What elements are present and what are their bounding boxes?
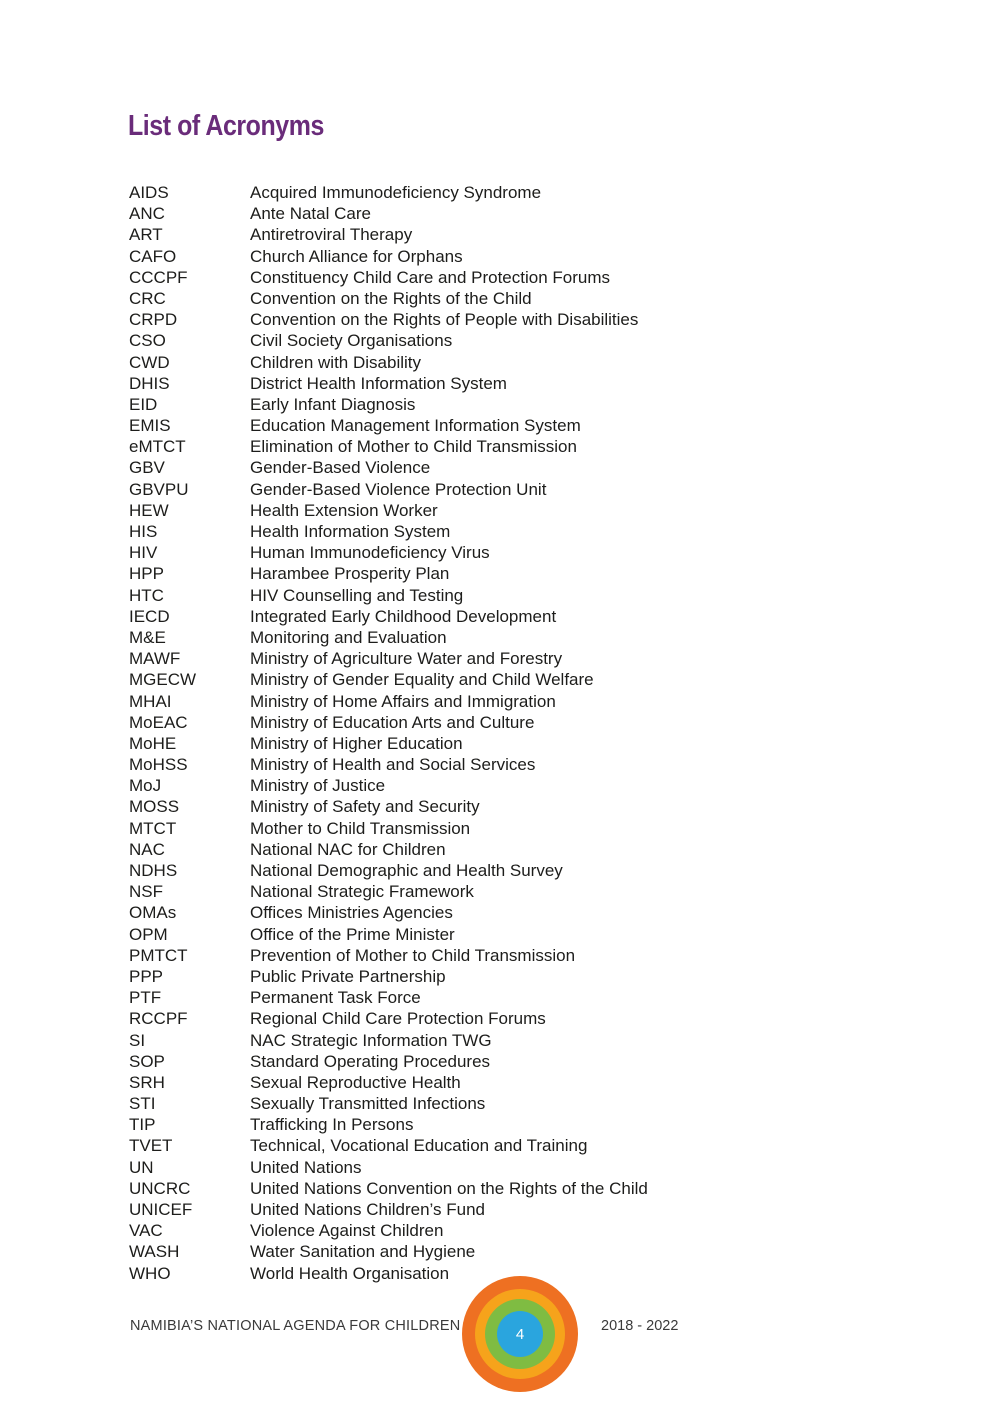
acronym-row (129, 1220, 749, 1241)
footer-publication-title: NAMIBIA’S NATIONAL AGENDA FOR CHILDREN (130, 1318, 461, 1334)
acronym-abbreviation: AIDS (129, 183, 169, 202)
acronym-definition: Sexually Transmitted Infections (250, 1094, 486, 1114)
acronym-row (129, 902, 749, 923)
acronym-row (129, 966, 749, 987)
acronym-abbreviation: NAC (129, 839, 165, 859)
acronym-row (129, 563, 749, 584)
acronym-row (129, 987, 749, 1008)
acronym-row (129, 352, 749, 373)
acronym-row (129, 733, 749, 754)
acronym-row (129, 246, 749, 267)
acronym-abbreviation: NDHS (129, 861, 178, 880)
acronym-definition: Human Immunodeficiency Virus (250, 543, 490, 563)
acronym-row (129, 457, 749, 478)
acronym-definition: Monitoring and Evaluation (250, 627, 447, 647)
acronym-row (129, 924, 749, 945)
acronym-abbreviation: EMIS (129, 416, 171, 436)
acronym-abbreviation: ART (129, 225, 163, 245)
acronym-definition: Ministry of Agriculture Water and Forestry (250, 649, 563, 669)
acronym-definition: Ministry of Gender Equality and Child Welfare (250, 670, 594, 690)
acronym-definition: Integrated Early Childhood Development (250, 606, 557, 626)
acronym-definition: United Nations (250, 1157, 362, 1177)
acronym-abbreviation: CRPD (129, 310, 178, 330)
acronym-definition: Sexual Reproductive Health (250, 1072, 461, 1092)
acronym-definition: Education Management Information System (250, 416, 581, 436)
acronym-abbreviation: PPP (129, 966, 164, 986)
acronym-row (129, 521, 749, 542)
acronym-abbreviation: CWD (129, 352, 170, 372)
acronym-row (129, 1157, 749, 1178)
acronym-abbreviation: MHAI (129, 691, 172, 711)
acronym-abbreviation: HTC (129, 585, 164, 605)
acronym-definition: Gender-Based Violence (250, 458, 431, 478)
acronym-row (129, 796, 749, 817)
acronym-row (129, 373, 749, 394)
acronym-definition: Elimination of Mother to Child Transmission (250, 437, 577, 457)
acronym-definition: Regional Child Care Protection Forums (250, 1009, 546, 1029)
acronym-definition: District Health Information System (250, 373, 507, 393)
acronym-definition: World Health Organisation (250, 1263, 450, 1283)
acronym-definition: Gender-Based Violence Protection Unit (250, 479, 547, 499)
acronym-definition: HIV Counselling and Testing (250, 585, 464, 605)
page-title: List of Acronyms (128, 110, 324, 142)
acronym-abbreviation: SRH (129, 1072, 165, 1092)
acronym-abbreviation: TVET (129, 1136, 173, 1156)
acronym-definition: Antiretroviral Therapy (250, 225, 413, 245)
acronym-definition: Public Private Partnership (250, 966, 446, 986)
acronym-row (129, 1030, 749, 1051)
acronym-row (129, 500, 749, 521)
acronym-row (129, 267, 749, 288)
acronym-abbreviation: PMTCT (129, 945, 188, 965)
acronym-abbreviation: MAWF (129, 649, 181, 669)
acronym-definition: Permanent Task Force (250, 988, 421, 1008)
acronym-abbreviation: CCCPF (129, 267, 188, 287)
acronym-abbreviation: ANC (129, 204, 165, 224)
acronym-definition: Civil Society Organisations (250, 331, 453, 351)
acronym-row (129, 881, 749, 902)
acronym-row (129, 860, 749, 881)
acronym-definition: Offices Ministries Agencies (250, 903, 453, 923)
acronym-definition: Mother to Child Transmission (250, 818, 471, 838)
acronym-abbreviation: CRC (129, 288, 166, 308)
acronym-abbreviation: MoHSS (129, 755, 188, 775)
acronym-definition: Convention on the Rights of the Child (250, 288, 532, 308)
acronym-row (129, 542, 749, 563)
acronym-abbreviation: EID (129, 394, 158, 414)
acronym-abbreviation: MoHE (129, 733, 177, 753)
acronym-definition: Convention on the Rights of People with Disabilities (250, 310, 639, 330)
acronym-definition: National NAC for Children (250, 839, 446, 859)
acronym-row (129, 1178, 749, 1199)
acronym-definition: United Nations Children’s Fund (250, 1200, 485, 1219)
acronym-abbreviation: HIS (129, 522, 158, 541)
acronym-abbreviation: GBV (129, 458, 165, 478)
acronym-definition: Prevention of Mother to Child Transmission (250, 945, 576, 965)
acronym-definition: Harambee Prosperity Plan (250, 564, 450, 584)
acronym-row (129, 669, 749, 690)
acronym-abbreviation: SI (129, 1030, 146, 1050)
acronym-abbreviation: NSF (129, 882, 163, 902)
acronym-definition: Health Extension Worker (250, 500, 438, 520)
acronym-definition: Ministry of Justice (250, 776, 386, 796)
acronym-row (129, 1093, 749, 1114)
acronym-row (129, 1241, 749, 1262)
acronym-abbreviation: IECD (129, 606, 170, 626)
acronym-definition: Church Alliance for Orphans (250, 246, 463, 266)
acronym-abbreviation: DHIS (129, 373, 170, 393)
acronym-abbreviation: CSO (129, 331, 166, 351)
acronym-abbreviation: MoJ (129, 776, 162, 796)
acronym-row (129, 818, 749, 839)
acronym-row (129, 945, 749, 966)
acronym-row (129, 839, 749, 860)
acronym-row (129, 712, 749, 733)
acronym-abbreviation: SOP (129, 1051, 165, 1071)
acronym-abbreviation: CAFO (129, 246, 177, 266)
acronym-row (129, 1135, 749, 1156)
acronym-row (129, 288, 749, 309)
acronym-definition: Constituency Child Care and Protection Forums (250, 267, 610, 287)
acronym-row (129, 224, 749, 245)
acronym-row (129, 182, 749, 203)
acronym-definition: Ministry of Higher Education (250, 733, 463, 753)
acronym-abbreviation: MTCT (129, 818, 177, 838)
acronym-abbreviation: RCCPF (129, 1009, 188, 1029)
acronym-row (129, 394, 749, 415)
acronym-definition: Ministry of Education Arts and Culture (250, 712, 535, 732)
acronym-row (129, 309, 749, 330)
acronym-definition: Trafficking In Persons (250, 1115, 414, 1135)
acronym-abbreviation: HIV (129, 543, 158, 563)
page-number-badge (462, 1276, 578, 1392)
acronym-definition: Ministry of Health and Social Services (250, 755, 536, 775)
acronym-abbreviation: STI (129, 1094, 156, 1114)
acronym-abbreviation: eMTCT (129, 437, 186, 457)
acronym-row (129, 1114, 749, 1135)
acronym-definition: National Demographic and Health Survey (250, 861, 563, 880)
acronym-row (129, 1051, 749, 1072)
acronym-row (129, 1199, 749, 1220)
acronym-row (129, 1008, 749, 1029)
acronym-row (129, 330, 749, 351)
footer-years: 2018 - 2022 (601, 1318, 679, 1334)
acronym-row (129, 585, 749, 606)
acronym-row (129, 415, 749, 436)
acronym-abbreviation: TIP (129, 1115, 156, 1135)
acronym-row (129, 479, 749, 500)
acronym-abbreviation: HPP (129, 564, 164, 584)
acronym-row (129, 203, 749, 224)
acronym-abbreviation: OPM (129, 924, 168, 944)
acronym-definition: Water Sanitation and Hygiene (250, 1242, 476, 1262)
acronym-definition: Early Infant Diagnosis (250, 394, 416, 414)
acronym-definition: Technical, Vocational Education and Training (250, 1136, 588, 1156)
acronym-definition: Violence Against Children (250, 1221, 444, 1241)
acronym-definition: National Strategic Framework (250, 882, 474, 902)
acronym-abbreviation: MoEAC (129, 712, 188, 732)
acronym-definition: Ministry of Home Affairs and Immigration (250, 691, 556, 711)
acronym-abbreviation: GBVPU (129, 479, 189, 499)
acronym-row (129, 627, 749, 648)
acronym-row (129, 1263, 749, 1284)
acronym-definition: Health Information System (250, 522, 451, 541)
acronym-abbreviation: WASH (129, 1242, 180, 1262)
acronym-row (129, 775, 749, 796)
acronym-definition: Children with Disability (250, 352, 422, 372)
acronym-row (129, 606, 749, 627)
acronym-row (129, 648, 749, 669)
acronym-definition: Acquired Immunodeficiency Syndrome (250, 183, 542, 202)
acronym-abbreviation: UNCRC (129, 1178, 191, 1198)
acronym-definition: NAC Strategic Information TWG (250, 1030, 492, 1050)
acronym-definition: Office of the Prime Minister (250, 924, 455, 944)
acronym-abbreviation: PTF (129, 988, 162, 1008)
acronym-row (129, 691, 749, 712)
acronym-row (129, 1072, 749, 1093)
acronym-row (129, 436, 749, 457)
acronym-abbreviation: MOSS (129, 797, 180, 817)
acronym-abbreviation: UNICEF (129, 1200, 193, 1219)
acronym-abbreviation: HEW (129, 500, 169, 520)
acronym-definition: Ministry of Safety and Security (250, 797, 480, 817)
acronym-definition: Standard Operating Procedures (250, 1051, 491, 1071)
acronym-abbreviation: MGECW (129, 670, 197, 690)
acronym-row (129, 754, 749, 775)
acronym-abbreviation: UN (129, 1157, 154, 1177)
acronym-abbreviation: WHO (129, 1263, 171, 1283)
acronym-list (129, 182, 749, 1284)
acronym-abbreviation: OMAs (129, 903, 177, 923)
acronym-definition: United Nations Convention on the Rights of the Child (250, 1178, 648, 1198)
acronym-definition: Ante Natal Care (250, 204, 371, 224)
acronym-abbreviation: VAC (129, 1221, 163, 1241)
acronym-abbreviation: M&E (129, 627, 166, 647)
page-number: 4 (497, 1311, 543, 1357)
